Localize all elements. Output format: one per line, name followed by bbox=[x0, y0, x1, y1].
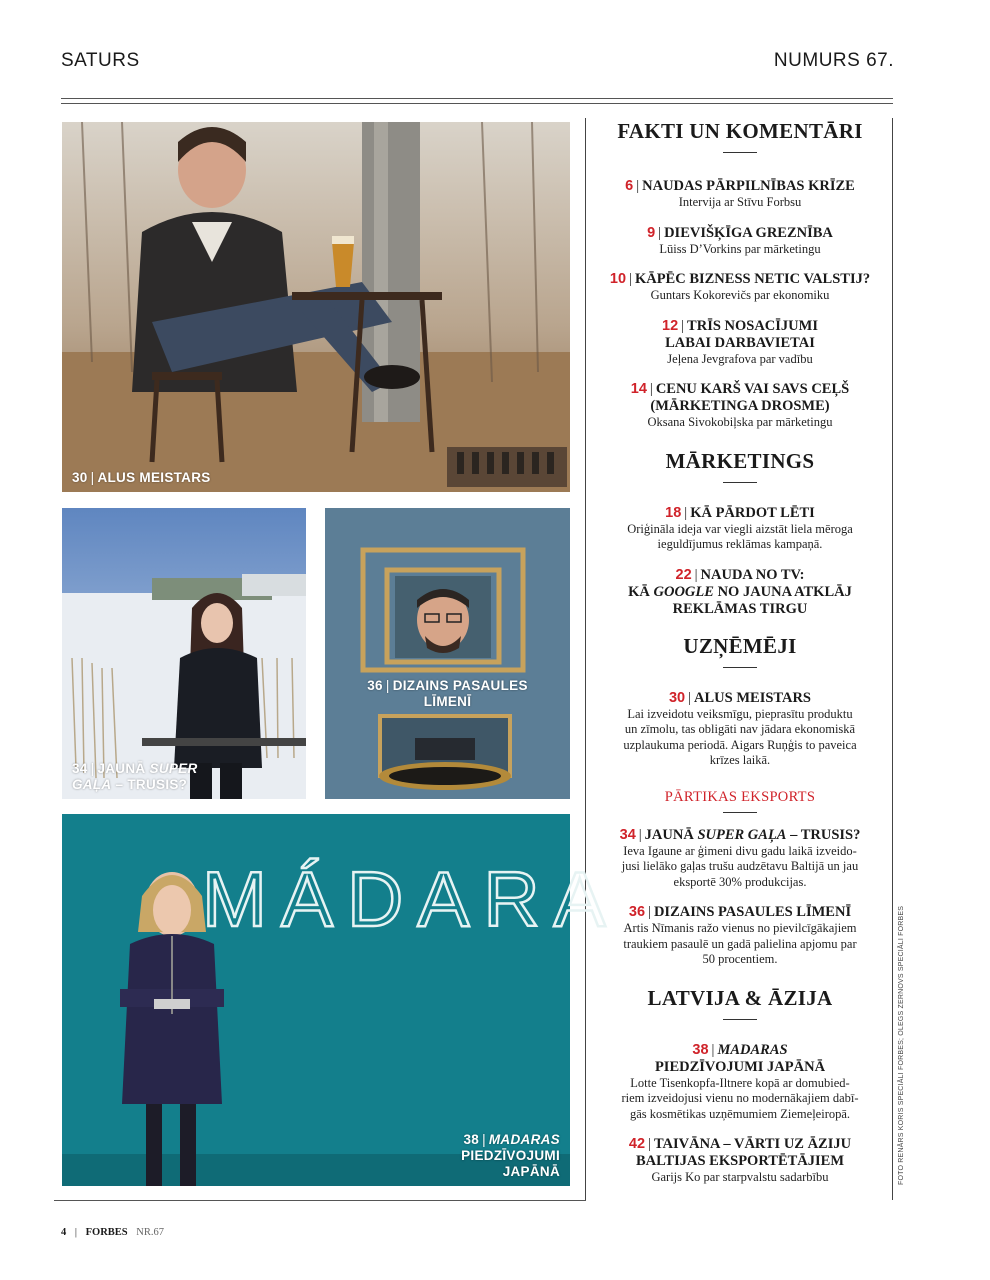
entry-title: NAUDAS PĀRPILNĪBAS KRĪZE bbox=[642, 178, 855, 194]
entry-description: Oriģināla ideja var viegli aizstāt liela mēroga bbox=[627, 521, 853, 536]
toc-entry[interactable]: 12 | TRĪS NOSACĪJUMI LABAI DARBAVIETAI Jeļena Jevgrafova par vadību bbox=[590, 318, 890, 368]
caption-alus: 30 | ALUS MEISTARS bbox=[72, 470, 211, 485]
entry-description: Jeļena Jevgrafova par vadību bbox=[667, 351, 813, 366]
photo-dizains-illustration bbox=[325, 508, 570, 799]
table-of-contents bbox=[590, 116, 890, 1186]
toc-entry[interactable]: 14 | CENU KARŠ VAI SAVS CEĻŠ (MĀRKETINGA DROSME) Oksana Sivokobiļska par mārketingu bbox=[590, 381, 890, 431]
header-rule-top bbox=[61, 98, 893, 99]
entry-description: Oksana Sivokobiļska par mārketingu bbox=[647, 415, 833, 429]
toc-entry[interactable]: 30 | ALUS MEISTARS Lai izveidotu veiksmīgu, pieprasītu produktu un zīmolu, tas obligāti nav jādara ekonomiskā uzplaukuma periodā. Aigars Ruņģis to paveica krīzes laikā. bbox=[590, 690, 890, 769]
caption-italic: MADARAS bbox=[488, 1132, 560, 1147]
column-divider bbox=[585, 118, 586, 1200]
entry-page-number: 18 bbox=[665, 504, 682, 521]
entry-page-number: 9 bbox=[647, 224, 656, 241]
entry-description: Garijs Ko par starpvalstu sadarbību bbox=[651, 1170, 829, 1184]
entry-description: Artis Nīmanis ražo vienus no pievilcīgākajiem bbox=[623, 921, 857, 935]
section-title: MĀRKETINGS bbox=[665, 448, 815, 473]
entry-description: Intervija ar Stīvu Forbsu bbox=[678, 195, 802, 209]
entry-title: KĀ bbox=[628, 583, 650, 600]
section-heading bbox=[590, 119, 890, 153]
entry-page-number: 12 bbox=[662, 317, 679, 334]
entry-page-number: 38 bbox=[692, 1041, 709, 1058]
entry-description: gās kosmētikas uzņēmumiem Ziemeļeiropā. bbox=[629, 1106, 851, 1121]
entry-page-number: 22 bbox=[675, 566, 692, 583]
entry-description: Lotte Tisenkopfa-Iltnere kopā ar domubied- bbox=[630, 1075, 850, 1090]
photo-madara-illustration bbox=[62, 814, 620, 1186]
toc-entry[interactable]: 6 | NAUDAS PĀRPILNĪBAS KRĪZE Intervija ar Stīvu Forbsu bbox=[590, 178, 890, 211]
entry-title-italic: MADARAS bbox=[717, 1041, 788, 1058]
entry-description: Guntars Kokorevičs par ekonomiku bbox=[650, 288, 830, 302]
section-title: FAKTI UN KOMENTĀRI bbox=[617, 119, 863, 143]
caption-number: 36 bbox=[367, 678, 383, 693]
toc-entry[interactable]: 18 | KĀ PĀRDOT LĒTI Oriģināla ideja var viegli aizstāt liela mēroga ieguldījumus reklāmas kampaņā. bbox=[590, 505, 890, 553]
entry-title: – TRUSIS? bbox=[790, 826, 861, 843]
toc-entry[interactable]: 9 | DIEVIŠĶĪGA GREZNĪBA Lūiss D’Vorkins par mārketingu bbox=[590, 225, 890, 258]
entry-description: traukiem pasaulē un gadā palielina apjomu par bbox=[623, 936, 857, 951]
caption-number: 34 bbox=[72, 761, 88, 776]
footer-issue: NR.67 bbox=[136, 1227, 164, 1238]
entry-description: eksportē 30% produkcijas. bbox=[673, 874, 807, 889]
entry-title: REKLĀMAS TIRGU bbox=[672, 600, 808, 617]
entry-title: DIZAINS PASAULES LĪMENĪ bbox=[653, 904, 852, 920]
entry-description: Lūiss D’Vorkins par mārketingu bbox=[659, 241, 821, 256]
caption-text: LĪMENĪ bbox=[423, 694, 472, 709]
caption-super-gala: 34 | JAUNĀ SUPER GAĻA – TRUSIS? bbox=[72, 761, 198, 792]
caption-number: 30 bbox=[72, 470, 88, 485]
toc-entry[interactable]: 38 | MADARAS PIEDZĪVOJUMI JAPĀNĀ Lotte Tisenkopfa-Iltnere kopā ar domubied- riem izveidojusi vienu no modernākajiem dabī- gās kosmētikas uzņēmumiem Ziemeļeiropā. bbox=[590, 1042, 890, 1123]
entry-description: ieguldījumus reklāmas kampaņā. bbox=[657, 537, 823, 551]
entry-title: DIEVIŠĶĪGA GREZNĪBA bbox=[664, 224, 833, 241]
section-underline bbox=[723, 152, 757, 153]
entry-description: un zīmolu, tas obligāti nav jādara ekonomiskā bbox=[624, 722, 856, 736]
photo-dizains bbox=[325, 508, 570, 799]
caption-number: 38 bbox=[463, 1132, 480, 1147]
entry-page-number: 6 bbox=[625, 178, 634, 194]
toc-entry[interactable]: 22 | NAUDA NO TV: KĀ GOOGLE NO JAUNA ATKLĀJ REKLĀMAS TIRGU bbox=[590, 567, 890, 618]
caption-text: ALUS MEISTARS bbox=[97, 470, 211, 485]
entry-title: TAIVĀNA – VĀRTI UZ ĀZIJU bbox=[653, 1136, 852, 1152]
subsection-heading bbox=[590, 789, 890, 813]
entry-title: ALUS MEISTARS bbox=[694, 689, 812, 706]
toc-entry[interactable]: 36 | DIZAINS PASAULES LĪMENĪ Artis Nīmanis ražo vienus no pievilcīgākajiem traukiem pasaulē un gadā palielina apjomu par 50 procentiem. bbox=[590, 904, 890, 968]
entry-description: Ieva Igaune ar ģimeni divu gadu laikā izveido- bbox=[623, 843, 857, 858]
section-label: SATURS bbox=[61, 50, 140, 71]
photo-alus-meistars bbox=[62, 122, 570, 492]
photo-super-gala-illustration bbox=[62, 508, 306, 799]
entry-title: CENU KARŠ VAI SAVS CEĻŠ bbox=[655, 381, 850, 397]
bottom-rule bbox=[54, 1200, 586, 1201]
section-underline bbox=[723, 1019, 757, 1020]
footer-brand: FORBES bbox=[85, 1227, 128, 1238]
photo-madara bbox=[62, 814, 620, 1186]
entry-page-number: 10 bbox=[609, 271, 627, 287]
photo-alus-illustration bbox=[62, 122, 570, 492]
wall-text: MÁDARA bbox=[202, 855, 620, 943]
toc-entry[interactable]: 42 | TAIVĀNA – VĀRTI UZ ĀZIJU BALTIJAS EKSPORTĒTĀJIEM Garijs Ko par starpvalstu sadarbību bbox=[590, 1136, 890, 1186]
page-number: 4 bbox=[61, 1227, 67, 1238]
entry-description: uzplaukuma periodā. Aigars Ruņģis to paveica bbox=[623, 737, 857, 752]
caption-italic: GAĻA bbox=[72, 777, 112, 792]
entry-title: NO JAUNA ATKLĀJ bbox=[717, 583, 852, 600]
right-column-rule bbox=[892, 118, 893, 1200]
issue-number: NUMURS 67. bbox=[773, 50, 894, 71]
entry-page-number: 36 bbox=[628, 904, 646, 920]
entry-description: 50 procentiem. bbox=[702, 952, 778, 966]
entry-description: krīzes laikā. bbox=[709, 753, 771, 767]
entry-page-number: 42 bbox=[628, 1136, 646, 1152]
section-heading bbox=[590, 449, 890, 483]
entry-title: KĀPĒC BIZNESS NETIC VALSTIJ? bbox=[634, 271, 871, 287]
entry-title-italic: SUPER GAĻA bbox=[697, 826, 787, 843]
entry-page-number: 30 bbox=[668, 689, 686, 706]
entry-description: jusi lielāko gaļas trušu audzētavu Baltijā un jau bbox=[621, 859, 859, 873]
header-rule-bottom bbox=[61, 103, 893, 104]
page-footer bbox=[61, 1227, 164, 1238]
entry-title: BALTIJAS EKSPORTĒTĀJIEM bbox=[635, 1153, 845, 1169]
entry-page-number: 14 bbox=[630, 381, 647, 397]
toc-entry[interactable]: 10 | KĀPĒC BIZNESS NETIC VALSTIJ? Guntars Kokorevičs par ekonomiku bbox=[590, 271, 890, 304]
entry-title-italic: GOOGLE bbox=[653, 583, 714, 600]
entry-title: JAUNĀ bbox=[644, 826, 694, 843]
toc-entry[interactable]: 34 | JAUNĀ SUPER GAĻA – TRUSIS? Ieva Igaune ar ģimeni divu gadu laikā izveido- jusi lielāko gaļas trušu audzētavu Baltijā un jau eksportē 30% produkcijas. bbox=[590, 827, 890, 891]
caption-text: JAPĀNĀ bbox=[502, 1164, 560, 1179]
subsection-title: PĀRTIKAS EKSPORTS bbox=[664, 788, 816, 805]
caption-text: DIZAINS PASAULES bbox=[392, 678, 528, 693]
section-title: UZŅĒMĒJI bbox=[683, 633, 797, 658]
section-heading bbox=[590, 986, 890, 1020]
section-heading bbox=[590, 634, 890, 668]
section-underline bbox=[723, 667, 757, 668]
section-underline bbox=[723, 482, 757, 483]
caption-dizains: 36 | DIZAINS PASAULES LĪMENĪ bbox=[367, 678, 528, 709]
caption-text: PIEDZĪVOJUMI bbox=[461, 1148, 560, 1163]
entry-title: LABAI DARBAVIETAI bbox=[665, 334, 815, 351]
caption-madara: 38 | MADARAS PIEDZĪVOJUMI JAPĀNĀ bbox=[461, 1132, 560, 1179]
entry-page-number: 34 bbox=[619, 826, 636, 843]
entry-title: KĀ PĀRDOT LĒTI bbox=[690, 504, 815, 521]
caption-text: JAUNĀ bbox=[97, 761, 146, 776]
entry-description: riem izveidojusi vienu no modernākajiem dabī- bbox=[621, 1091, 859, 1105]
caption-italic: SUPER bbox=[149, 761, 198, 776]
entry-title: PIEDZĪVOJUMI JAPĀNĀ bbox=[654, 1058, 826, 1075]
entry-title: TRĪS NOSACĪJUMI bbox=[687, 317, 818, 334]
entry-title: NAUDA NO TV: bbox=[700, 566, 805, 583]
photo-super-gala bbox=[62, 508, 306, 799]
section-title: LATVIJA & ĀZIJA bbox=[647, 985, 833, 1010]
entry-description: Lai izveidotu veiksmīgu, pieprasītu produktu bbox=[627, 706, 853, 721]
caption-text: – TRUSIS? bbox=[115, 777, 188, 792]
photo-credit: FOTO RENĀRS KORIS SPECIĀLI FORBES; OLEGS ZERNOVS SPECIĀLI FORBES bbox=[898, 905, 905, 1185]
entry-title: (MĀRKETINGA DROSME) bbox=[650, 398, 830, 414]
subsection-underline bbox=[723, 812, 757, 813]
footer-separator: | bbox=[74, 1227, 77, 1238]
